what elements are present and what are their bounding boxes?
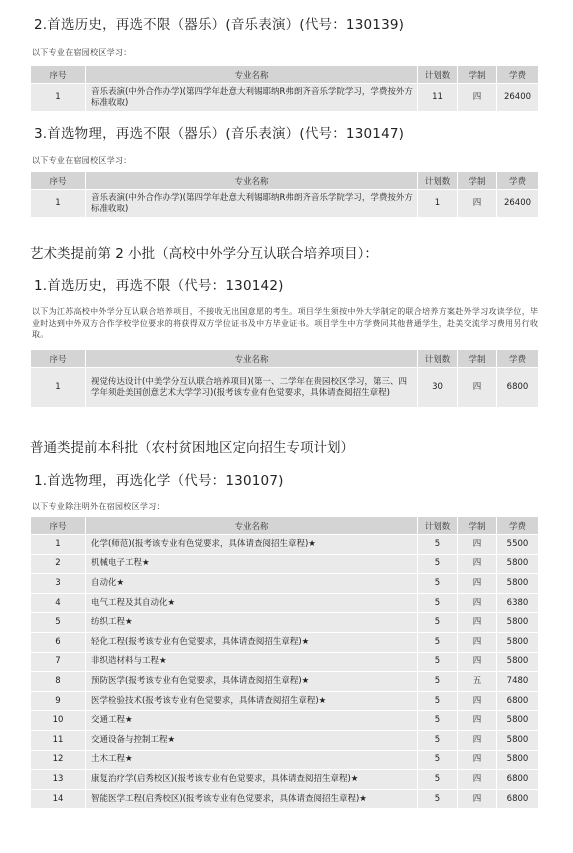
col-header-years: 学制 xyxy=(458,517,497,535)
col-header-name: 专业名称 xyxy=(86,172,418,190)
cell-plan-count: 5 xyxy=(418,711,458,731)
col-header-plan: 计划数 xyxy=(418,517,458,535)
cell-no: 1 xyxy=(31,84,86,112)
cell-no: 1 xyxy=(31,535,86,555)
cell-fee: 5800 xyxy=(497,750,539,770)
cell-major-name: 音乐表演(中外合作办学)(第四学年赴意大利锡耶纳R弗朗齐音乐学院学习，学费按外方标准收取) xyxy=(86,84,418,112)
major-table xyxy=(30,65,539,112)
category-heading: 普通类提前本科批（农村贫困地区定向招生专项计划） xyxy=(30,440,354,456)
cell-major-name: 电气工程及其自动化★ xyxy=(86,593,418,613)
col-header-no: 序号 xyxy=(31,350,86,368)
program-note: 以下为江苏高校中外学分互认联合培养项目，不接收无出国意愿的考生。项目学生须按中外大学制定的联合培养方案赴外学习攻读学位，毕业时达到中外双方合作学校学位要求的将获得双方学位证书及中方毕业证书。项目学生中方学费同其他普通学生，赴美交流学习费用另行收取。 xyxy=(32,307,539,339)
cell-fee: 26400 xyxy=(497,190,539,218)
cell-fee: 5800 xyxy=(497,574,539,594)
section-heading: 1.首选历史，再选不限（代号：130142) xyxy=(34,278,284,294)
col-header-fee: 学费 xyxy=(497,66,539,84)
col-header-years: 学制 xyxy=(458,350,497,368)
cell-no: 7 xyxy=(31,652,86,672)
cell-years: 四 xyxy=(458,84,497,112)
col-header-fee: 学费 xyxy=(497,350,539,368)
location-note: 以下专业在宿园校区学习： xyxy=(32,48,132,57)
cell-plan-count: 5 xyxy=(418,632,458,652)
major-table xyxy=(30,516,539,809)
col-header-years: 学制 xyxy=(458,172,497,190)
cell-years: 四 xyxy=(458,613,497,633)
cell-no: 14 xyxy=(31,789,86,809)
cell-plan-count: 30 xyxy=(418,368,458,408)
cell-no: 1 xyxy=(31,368,86,408)
cell-plan-count: 5 xyxy=(418,554,458,574)
cell-years: 四 xyxy=(458,554,497,574)
cell-plan-count: 5 xyxy=(418,750,458,770)
cell-fee: 6800 xyxy=(497,789,539,809)
cell-years: 四 xyxy=(458,632,497,652)
section-heading: 1.首选物理，再选化学（代号：130107) xyxy=(34,473,284,489)
cell-major-name: 纺织工程★ xyxy=(86,613,418,633)
cell-plan-count: 5 xyxy=(418,652,458,672)
cell-fee: 6800 xyxy=(497,368,539,408)
cell-fee: 7480 xyxy=(497,672,539,692)
cell-fee: 5800 xyxy=(497,632,539,652)
cell-major-name: 康复治疗学(启秀校区)(报考该专业有色觉要求，具体请查阅招生章程)★ xyxy=(86,770,418,790)
cell-fee: 5800 xyxy=(497,711,539,731)
cell-years: 四 xyxy=(458,652,497,672)
table-row xyxy=(31,770,539,790)
cell-fee: 5800 xyxy=(497,554,539,574)
table-row xyxy=(31,730,539,750)
col-header-no: 序号 xyxy=(31,517,86,535)
cell-no: 13 xyxy=(31,770,86,790)
cell-no: 9 xyxy=(31,691,86,711)
cell-major-name: 机械电子工程★ xyxy=(86,554,418,574)
location-note: 以下专业除注明外在宿园校区学习： xyxy=(32,502,165,511)
cell-no: 1 xyxy=(31,190,86,218)
table-row xyxy=(31,84,539,112)
cell-plan-count: 5 xyxy=(418,574,458,594)
cell-years: 四 xyxy=(458,535,497,555)
cell-major-name: 医学检验技术(报考该专业有色觉要求，具体请查阅招生章程)★ xyxy=(86,691,418,711)
cell-years: 四 xyxy=(458,770,497,790)
table-row xyxy=(31,368,539,408)
cell-years: 四 xyxy=(458,789,497,809)
cell-years: 四 xyxy=(458,593,497,613)
table-row xyxy=(31,672,539,692)
cell-fee: 26400 xyxy=(497,84,539,112)
cell-fee: 5500 xyxy=(497,535,539,555)
cell-plan-count: 5 xyxy=(418,770,458,790)
table-row xyxy=(31,691,539,711)
col-header-no: 序号 xyxy=(31,172,86,190)
table-row xyxy=(31,535,539,555)
cell-no: 2 xyxy=(31,554,86,574)
cell-years: 四 xyxy=(458,730,497,750)
table-row xyxy=(31,190,539,218)
cell-no: 11 xyxy=(31,730,86,750)
table-row xyxy=(31,711,539,731)
col-header-plan: 计划数 xyxy=(418,350,458,368)
cell-major-name: 交通设备与控制工程★ xyxy=(86,730,418,750)
cell-no: 3 xyxy=(31,574,86,594)
cell-no: 12 xyxy=(31,750,86,770)
col-header-years: 学制 xyxy=(458,66,497,84)
cell-no: 8 xyxy=(31,672,86,692)
col-header-plan: 计划数 xyxy=(418,172,458,190)
cell-major-name: 音乐表演(中外合作办学)(第四学年赴意大利锡耶纳R弗朗齐音乐学院学习，学费按外方标准收取) xyxy=(86,190,418,218)
cell-years: 四 xyxy=(458,190,497,218)
cell-fee: 5800 xyxy=(497,613,539,633)
cell-major-name: 非织造材料与工程★ xyxy=(86,652,418,672)
cell-plan-count: 5 xyxy=(418,691,458,711)
cell-plan-count: 5 xyxy=(418,672,458,692)
table-row xyxy=(31,750,539,770)
cell-years: 四 xyxy=(458,750,497,770)
col-header-name: 专业名称 xyxy=(86,66,418,84)
cell-plan-count: 1 xyxy=(418,190,458,218)
col-header-name: 专业名称 xyxy=(86,517,418,535)
col-header-name: 专业名称 xyxy=(86,350,418,368)
cell-major-name: 预防医学(报考该专业有色觉要求，具体请查阅招生章程)★ xyxy=(86,672,418,692)
col-header-fee: 学费 xyxy=(497,172,539,190)
cell-fee: 5800 xyxy=(497,652,539,672)
cell-major-name: 交通工程★ xyxy=(86,711,418,731)
cell-years: 四 xyxy=(458,691,497,711)
table-row xyxy=(31,652,539,672)
section-heading: 2.首选历史，再选不限（器乐）(音乐表演）(代号：130139) xyxy=(34,17,405,33)
cell-no: 5 xyxy=(31,613,86,633)
major-table xyxy=(30,171,539,218)
major-table xyxy=(30,349,539,408)
cell-major-name: 视觉传达设计(中美学分互认联合培养项目)(第一、二学年在贵园校区学习，第三、四学年须赴美国创意艺术大学学习)(报考该专业有色觉要求，具体请查阅招生章程) xyxy=(86,368,418,408)
cell-plan-count: 5 xyxy=(418,593,458,613)
cell-no: 6 xyxy=(31,632,86,652)
table-row xyxy=(31,613,539,633)
cell-no: 10 xyxy=(31,711,86,731)
cell-plan-count: 11 xyxy=(418,84,458,112)
table-row xyxy=(31,574,539,594)
cell-years: 五 xyxy=(458,672,497,692)
cell-plan-count: 5 xyxy=(418,730,458,750)
table-row xyxy=(31,593,539,613)
section-heading: 3.首选物理，再选不限（器乐）(音乐表演）(代号：130147) xyxy=(34,126,405,142)
cell-years: 四 xyxy=(458,368,497,408)
table-row xyxy=(31,632,539,652)
col-header-no: 序号 xyxy=(31,66,86,84)
cell-major-name: 智能医学工程(启秀校区)(报考该专业有色觉要求，具体请查阅招生章程)★ xyxy=(86,789,418,809)
cell-plan-count: 5 xyxy=(418,535,458,555)
cell-major-name: 轻化工程(报考该专业有色觉要求，具体请查阅招生章程)★ xyxy=(86,632,418,652)
table-row xyxy=(31,554,539,574)
col-header-plan: 计划数 xyxy=(418,66,458,84)
cell-plan-count: 5 xyxy=(418,613,458,633)
cell-major-name: 化学(师范)(报考该专业有色觉要求，具体请查阅招生章程)★ xyxy=(86,535,418,555)
cell-fee: 5800 xyxy=(497,730,539,750)
cell-major-name: 自动化★ xyxy=(86,574,418,594)
cell-years: 四 xyxy=(458,574,497,594)
cell-fee: 6380 xyxy=(497,593,539,613)
category-heading: 艺术类提前第 2 小批（高校中外学分互认联合培养项目）： xyxy=(30,246,378,262)
cell-fee: 6800 xyxy=(497,691,539,711)
cell-fee: 6800 xyxy=(497,770,539,790)
location-note: 以下专业在宿园校区学习： xyxy=(32,156,132,165)
cell-years: 四 xyxy=(458,711,497,731)
cell-plan-count: 5 xyxy=(418,789,458,809)
table-row xyxy=(31,789,539,809)
cell-no: 4 xyxy=(31,593,86,613)
col-header-fee: 学费 xyxy=(497,517,539,535)
cell-major-name: 土木工程★ xyxy=(86,750,418,770)
